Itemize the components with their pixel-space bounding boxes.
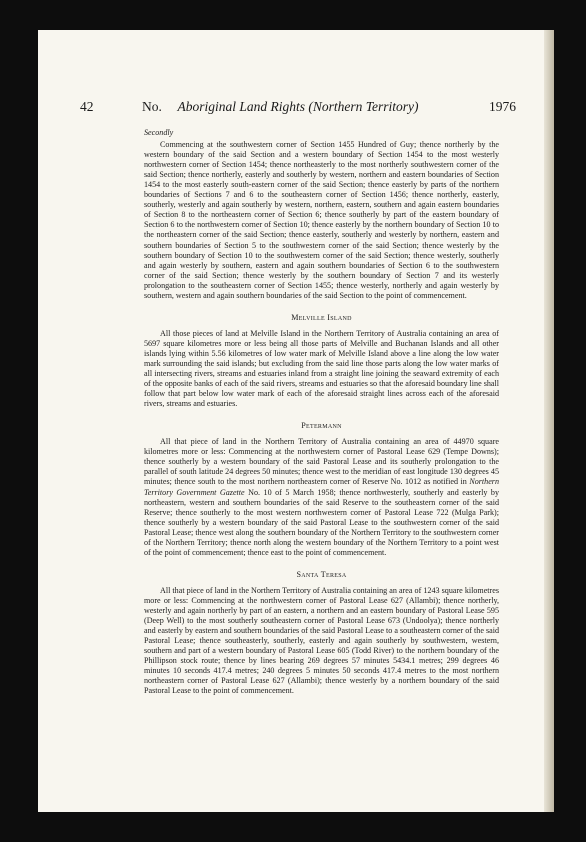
page-gutter-shadow [544,30,554,812]
year: 1976 [489,99,516,114]
secondly-paragraph: Commencing at the southwestern corner of Section 1455 Hundred of Guy; thence northerly by the western boundary of the said Section and a western boundary of Section 1454 to the most westerly northwestern corner of Section 1454; thence northeasterly to the most northerly southwestern corner of the said Section; thence northerly, easterly and southerly by western, northern and eastern boundaries of Section 1454 to the most easterly south-eastern corner of the said Section; thence easterly by parts of the northern boundaries of Sections 7 and 6 to the southeastern corner of Section 1456; thence northerly, easterly, southerly, westerly and again southerly by western, northern, eastern, southern and again eastern boundaries of Section 8 to the northeastern corner of Section 6; thence southerly by part of the eastern boundary of Section 6 to the northwestern corner of Section 10; thence easterly by the northern boundary of Section 10 to the northeastern corner of the said Section; thence easterly, southerly and westerly by northern, eastern and southern boundaries of Section 5 to the southwestern corner of the said Section; thence westerly by the southern boundary of Section 10 to the southwestern corner of the said Section; thence westerly, southerly and again westerly by southern, eastern and again southern boundaries of Section 6 to the southwestern corner of the said Section; thence westerly by the southern boundary of Section 7 and its westerly prolongation to the southeastern corner of Section 1455; thence westerly, northerly and again westerly by southern, western and again southern boundaries of the said Section to the point of commencement. [144,140,499,300]
document-page [38,30,554,812]
running-title: Aboriginal Land Rights (Northern Territory) [177,99,419,114]
melville-island-paragraph: All those pieces of land at Melville Island in the Northern Territory of Australia containing an area of 5697 square kilometres more or less being all those parts of Melville and Buchanan Islands and all other islands lying within 5.56 kilometres of low water mark of Melville Island above a line along the low water mark surrounding the said islands; but excluding from the said line those parts along the low water marks of all intersecting rivers, streams and estuaries inland from a straight line joining the seaward extremity of each of the opposite banks of each of the said rivers, streams and estuaries so that the aforesaid boundary line shall follow that part below low water mark of each of the aforesaid straight lines across each of the aforesaid rivers, streams and estuaries. [144,328,499,409]
page-header [80,99,516,115]
act-number-label: No. [142,99,162,114]
petermann-text-part-1: All that piece of land in the Northern Territory of Australia containing an area of 44970 square kilometres more or less: Commencing at the northwestern corner of Pastoral Lease 629 (Tempe Downs); thence southerly by a western boundary of the said Pastoral Lease and its southerly prolongation to the parallel of south latitude 24 degrees 50 minutes; thence west to the meridian of east longitude 130 degrees 45 minutes; thence south to the most northern northeastern corner of Reserve No. 1012 as notified in [144,437,499,487]
gazette-title: Northern Territory Government Gazette [144,477,499,497]
petermann-heading: Petermann [301,421,342,431]
page-body [144,128,499,696]
petermann-text-part-2: No. 10 of 5 March 1958; thence northwesterly, southerly and easterly by northeastern, western and southern boundaries of the said Reserve to the southeastern corner of the said Reserve; thence southerly to the most western northwestern corner of Pastoral Lease 722 (Mulga Park); thence southerly by a western boundary of the said Pastoral Lease to the southwestern corner of the said Pastoral Lease; thence west along the southern boundary of the Northern Territory to the southwestern corner of the Northern Territory; thence north along the western boundary of the Northern Territory to a point west of the point of commencement; thence east to the point of commencement. [144,487,499,557]
petermann-paragraph [144,437,499,558]
page-number: 42 [80,99,94,114]
santa-teresa-paragraph: All that piece of land in the Northern Territory of Australia containing an area of 1243 square kilometres more or less: Commencing at the northwestern corner of Pastoral Lease 627 (Allambi); thence northerly, westerly and again northerly by part of an eastern, a northern and an eastern boundary of Pastoral Lease 595 (Deep Well) to the most southerly southeastern corner of Pastoral Lease 673 (Undoolya); thence northerly and easterly by eastern and southern boundaries of the said Pastoral Lease to a southeastern corner of the said Pastoral Lease; thence southeasterly, southerly, easterly and again southerly by southwestern, western, southern and part of a western boundary of Pastoral Lease 605 (Todd River) to the northern boundary of the Phillipson stock route; thence by lines bearing 269 degrees 57 minutes 5434.1 metres; 299 degrees 46 minutes 10 seconds 417.4 metres; 240 degrees 5 minutes 50 seconds 417.4 metres to the most northern northeastern corner of Pastoral Lease 627 (Allambi); thence westerly by a northern boundary of the said Pastoral Lease to the point of commencement. [144,585,499,696]
santa-teresa-heading: Santa Teresa [296,569,347,579]
secondly-label: Secondly [144,128,174,137]
melville-island-heading: Melville Island [291,312,352,322]
